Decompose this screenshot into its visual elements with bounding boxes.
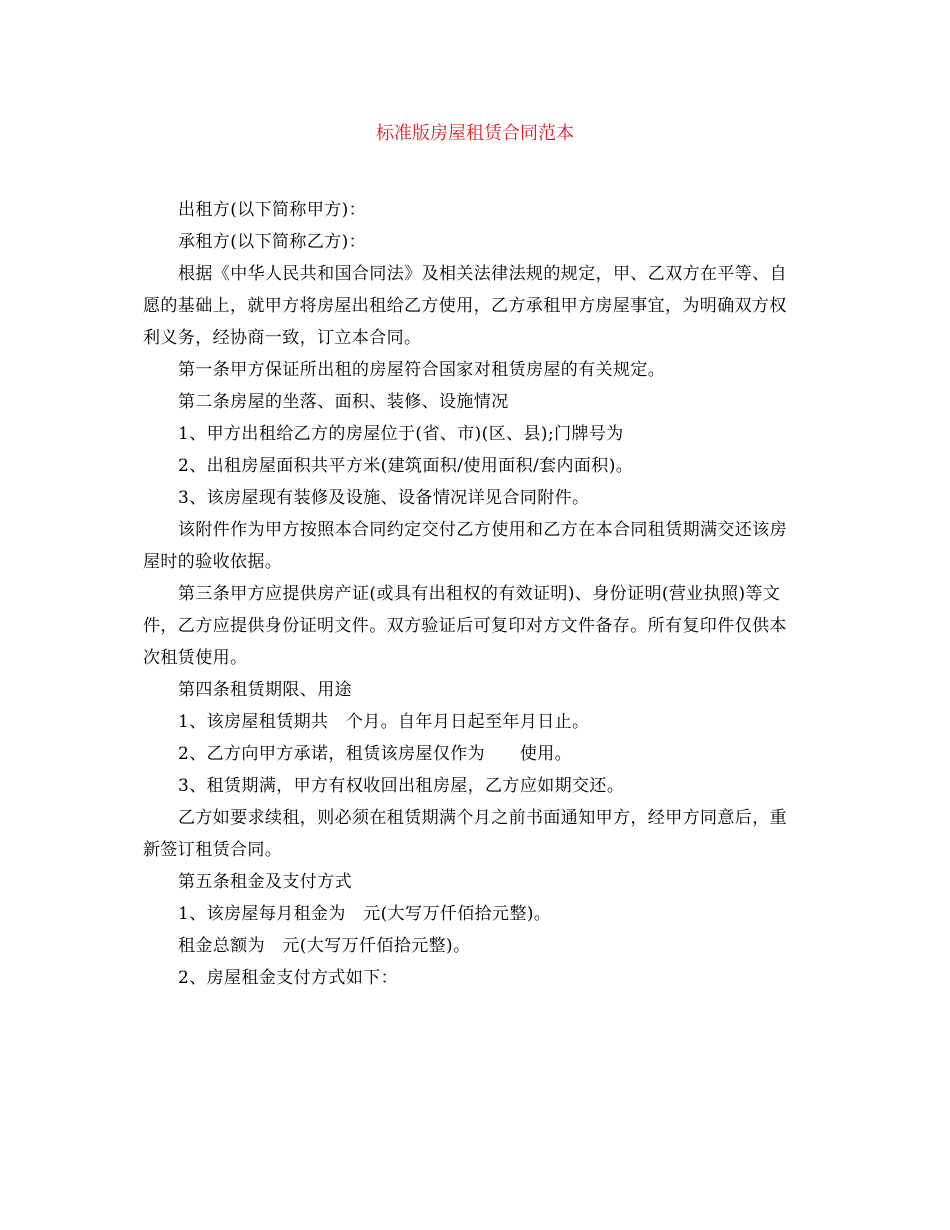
paragraph-preamble: 根据《中华人民共和国合同法》及相关法律法规的规定，甲、乙双方在平等、自愿的基础上，就甲方将房屋出租给乙方使用，乙方承租甲方房屋事宜，为明确双方权利义务，经协商一致，订立本合同。 [143, 264, 787, 348]
paragraph-article-4: 第四条租赁期限、用途 [178, 680, 352, 700]
paragraph-article-3: 第三条甲方应提供房产证(或具有出租权的有效证明)、身份证明(营业执照)等文件，乙方应提供身份证明文件。双方验证后可复印对方文件备存。所有复印件仅供本次租赁使用。 [143, 584, 787, 668]
paragraph-article-1: 第一条甲方保证所出租的房屋符合国家对租赁房屋的有关规定。 [178, 360, 666, 380]
document-title: 标准版房屋租赁合同范本 [376, 123, 574, 144]
document-body [143, 194, 803, 994]
paragraph-article-2-item-1: 1、甲方出租给乙方的房屋位于(省、市)(区、县);门牌号为 [178, 424, 624, 444]
paragraph-article-5-item-2: 2、房屋租金支付方式如下： [178, 968, 399, 988]
paragraph-article-2-item-2: 2、出租房屋面积共平方米(建筑面积/使用面积/套内面积)。 [178, 456, 634, 476]
paragraph-renewal-note: 乙方如要求续租，则必须在租赁期满个月之前书面通知甲方，经甲方同意后，重新签订租赁合同。 [143, 808, 787, 860]
paragraph-attachment-note: 该附件作为甲方按照本合同约定交付乙方使用和乙方在本合同租赁期满交还该房屋时的验收依据。 [143, 520, 787, 572]
paragraph-lessee: 承租方(以下简称乙方)： [178, 232, 367, 252]
paragraph-article-5: 第五条租金及支付方式 [178, 872, 352, 892]
paragraph-article-2: 第二条房屋的坐落、面积、装修、设施情况 [178, 392, 509, 412]
paragraph-lessor: 出租方(以下简称甲方)： [178, 200, 367, 220]
paragraph-article-4-item-2: 2、乙方向甲方承诺，租赁该房屋仅作为 使用。 [178, 744, 573, 764]
paragraph-article-4-item-3: 3、租赁期满，甲方有权收回出租房屋，乙方应如期交还。 [178, 776, 625, 796]
paragraph-total-rent: 租金总额为 元(大写万仟佰拾元整)。 [178, 936, 471, 956]
paragraph-article-4-item-1: 1、该房屋租赁期共 个月。自年月日起至年月日止。 [178, 712, 590, 732]
paragraph-article-2-item-3: 3、该房屋现有装修及设施、设备情况详见合同附件。 [178, 488, 590, 508]
paragraph-article-5-item-1: 1、该房屋每月租金为 元(大写万仟佰拾元整)。 [178, 904, 552, 924]
